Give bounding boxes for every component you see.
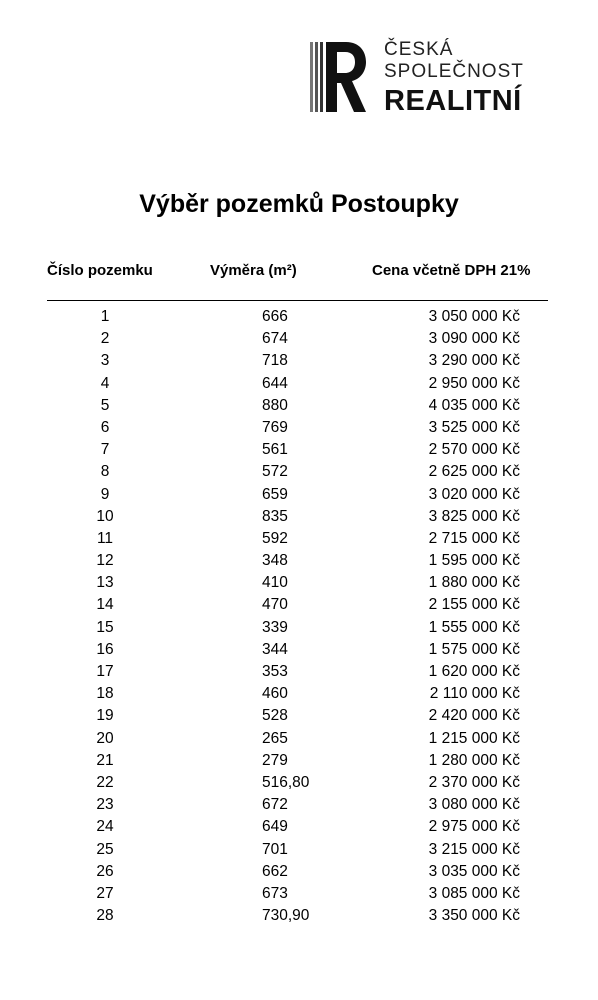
plot-number-cell: 8 <box>100 463 110 481</box>
plot-number-cell: 10 <box>96 507 114 525</box>
plot-number-cell: 28 <box>96 907 114 925</box>
plot-number-cell: 11 <box>96 529 114 547</box>
area-cell: 561 <box>262 441 288 459</box>
plot-number-cell: 16 <box>96 640 114 658</box>
company-logo <box>310 40 550 115</box>
area-cell: 344 <box>262 640 288 658</box>
plot-number-cell: 13 <box>96 574 114 592</box>
plot-number-cell: 5 <box>100 396 110 414</box>
area-cell: 769 <box>262 418 288 436</box>
price-cell: 3 350 000 Kč <box>428 907 520 925</box>
plot-number-cell: 14 <box>96 596 114 614</box>
price-cell: 1 595 000 Kč <box>428 552 520 570</box>
plot-number-cell: 25 <box>96 840 114 858</box>
table-row <box>0 528 598 550</box>
area-cell: 460 <box>262 685 288 703</box>
price-cell: 3 090 000 Kč <box>428 330 520 348</box>
table-row <box>0 484 598 506</box>
plot-number-cell: 19 <box>96 707 114 725</box>
price-cell: 3 525 000 Kč <box>428 418 520 436</box>
price-cell: 2 950 000 Kč <box>428 374 520 392</box>
area-cell: 470 <box>262 596 288 614</box>
table-row <box>0 350 598 372</box>
price-cell: 4 035 000 Kč <box>428 396 520 414</box>
table-row <box>0 373 598 395</box>
price-cell: 1 880 000 Kč <box>428 574 520 592</box>
plot-number-cell: 1 <box>100 308 110 325</box>
logo-r-icon <box>310 40 370 115</box>
table-row <box>0 728 598 750</box>
logo-line-1: ČESKÁ <box>384 39 454 60</box>
plot-number-cell: 26 <box>96 862 114 880</box>
price-cell: 1 215 000 Kč <box>428 729 520 747</box>
area-cell: 672 <box>262 796 288 814</box>
area-cell: 730,90 <box>262 907 310 925</box>
plot-number-cell: 3 <box>100 352 110 370</box>
area-cell: 528 <box>262 707 288 725</box>
area-cell: 662 <box>262 862 288 880</box>
price-cell: 3 080 000 Kč <box>428 796 520 814</box>
price-cell: 3 050 000 Kč <box>428 308 520 325</box>
price-cell: 3 825 000 Kč <box>428 507 520 525</box>
header-divider <box>47 300 548 301</box>
price-cell: 2 155 000 Kč <box>428 596 520 614</box>
header-plot-number: Číslo pozemku <box>47 262 153 279</box>
table-row <box>0 661 598 683</box>
plot-number-cell: 4 <box>100 374 110 392</box>
area-cell: 348 <box>262 552 288 570</box>
area-cell: 835 <box>262 507 288 525</box>
area-cell: 701 <box>262 840 288 858</box>
header-price: Cena včetně DPH 21% <box>372 262 531 279</box>
table-row <box>0 750 598 772</box>
area-cell: 718 <box>262 352 288 370</box>
table-row <box>0 572 598 594</box>
area-cell: 880 <box>262 396 288 414</box>
table-row <box>0 439 598 461</box>
table-row <box>0 328 598 350</box>
table-row <box>0 905 598 927</box>
table-row <box>0 461 598 483</box>
area-cell: 265 <box>262 729 288 747</box>
area-cell: 666 <box>262 308 288 325</box>
price-cell: 2 370 000 Kč <box>428 773 520 791</box>
page-title: Výběr pozemků Postoupky <box>139 190 459 218</box>
table-row <box>0 861 598 883</box>
area-cell: 410 <box>262 574 288 592</box>
table-row <box>0 550 598 572</box>
price-cell: 1 555 000 Kč <box>428 618 520 636</box>
plot-number-cell: 23 <box>96 796 114 814</box>
plot-number-cell: 20 <box>96 729 114 747</box>
plot-number-cell: 12 <box>96 552 114 570</box>
table-row <box>0 839 598 861</box>
area-cell: 572 <box>262 463 288 481</box>
table-row <box>0 816 598 838</box>
price-cell: 3 215 000 Kč <box>428 840 520 858</box>
plot-number-cell: 24 <box>96 818 114 836</box>
plot-number-cell: 9 <box>100 485 110 503</box>
area-cell: 659 <box>262 485 288 503</box>
price-cell: 1 575 000 Kč <box>428 640 520 658</box>
table-row <box>0 794 598 816</box>
price-cell: 2 625 000 Kč <box>428 463 520 481</box>
price-cell: 3 035 000 Kč <box>428 862 520 880</box>
table-row <box>0 772 598 794</box>
plot-number-cell: 6 <box>100 418 110 436</box>
table-row <box>0 617 598 639</box>
area-cell: 644 <box>262 374 288 392</box>
table-row <box>0 395 598 417</box>
price-cell: 3 290 000 Kč <box>428 352 520 370</box>
price-cell: 2 715 000 Kč <box>428 529 520 547</box>
table-body <box>0 306 598 927</box>
plot-number-cell: 7 <box>100 441 110 459</box>
price-cell: 2 570 000 Kč <box>428 441 520 459</box>
price-cell: 3 020 000 Kč <box>428 485 520 503</box>
plot-number-cell: 17 <box>96 663 114 680</box>
table-row <box>0 417 598 439</box>
logo-line-3: REALITNÍ <box>384 85 522 117</box>
price-cell: 3 085 000 Kč <box>428 884 520 902</box>
price-cell: 2 420 000 Kč <box>428 707 520 725</box>
plot-number-cell: 22 <box>96 773 114 791</box>
area-cell: 592 <box>262 529 288 547</box>
plot-number-cell: 27 <box>96 884 114 902</box>
table-header <box>0 262 598 284</box>
plot-number-cell: 2 <box>100 330 110 348</box>
table-row <box>0 705 598 727</box>
price-cell: 1 280 000 Kč <box>428 751 520 769</box>
table-row <box>0 639 598 661</box>
table-row <box>0 683 598 705</box>
area-cell: 649 <box>262 818 288 836</box>
table-row <box>0 594 598 616</box>
area-cell: 279 <box>262 751 288 769</box>
area-cell: 339 <box>262 618 288 636</box>
header-area: Výměra (m²) <box>210 262 297 279</box>
area-cell: 673 <box>262 884 288 902</box>
table-row <box>0 883 598 905</box>
area-cell: 674 <box>262 330 288 348</box>
logo-text <box>384 40 524 116</box>
table-row <box>0 306 598 328</box>
price-cell: 2 110 000 Kč <box>429 685 520 703</box>
area-cell: 353 <box>262 663 288 680</box>
plot-number-cell: 15 <box>96 618 114 636</box>
area-cell: 516,80 <box>262 773 310 791</box>
price-cell: 2 975 000 Kč <box>428 818 520 836</box>
table-row <box>0 506 598 528</box>
plot-number-cell: 21 <box>96 751 114 769</box>
logo-line-2: SPOLEČNOST <box>384 61 524 82</box>
price-cell: 1 620 000 Kč <box>428 663 520 680</box>
plot-number-cell: 18 <box>96 685 114 703</box>
